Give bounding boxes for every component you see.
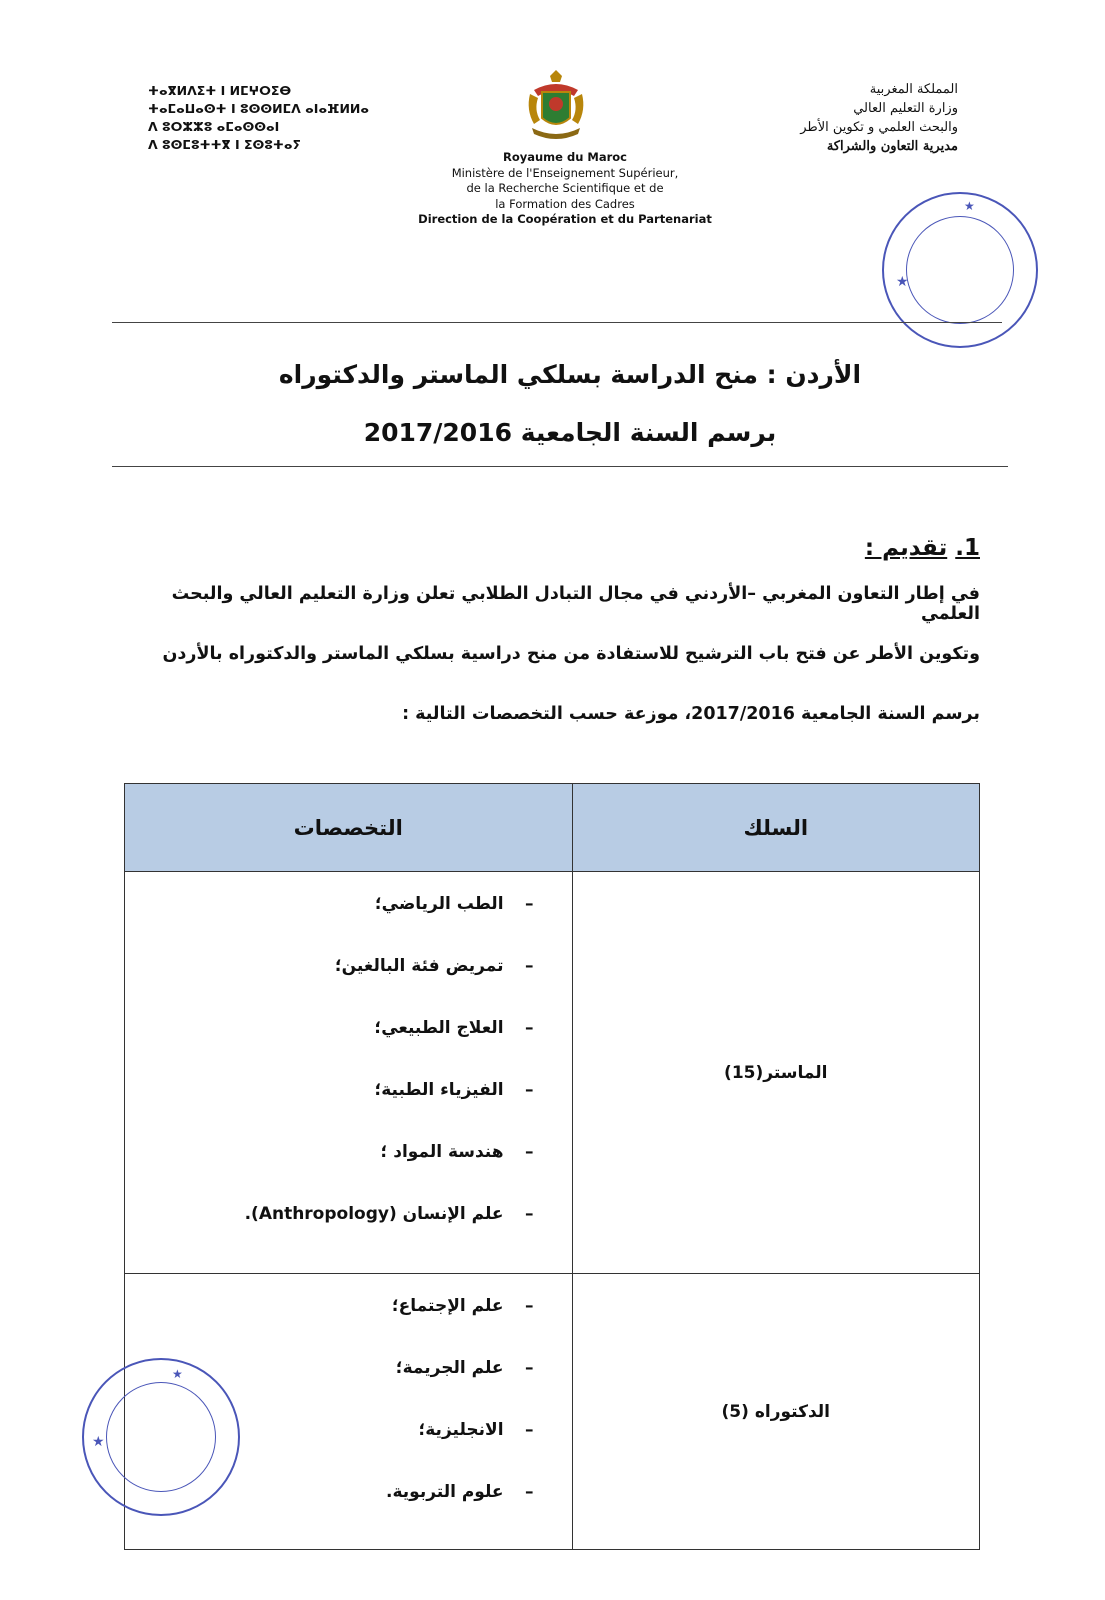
french-line: la Formation des Cadres — [495, 196, 635, 211]
header-specialties: التخصصات — [125, 784, 573, 872]
title-divider — [112, 466, 1008, 467]
svg-text:★: ★ — [896, 274, 909, 290]
bullet-dash: – — [525, 1420, 534, 1440]
svg-text:★: ★ — [964, 199, 975, 213]
specialty-label: علم الإنسان (Anthropology). — [244, 1204, 504, 1224]
list-item — [125, 1294, 534, 1356]
table-header-row — [125, 784, 980, 872]
arabic-line: المملكة المغربية — [869, 82, 958, 97]
list-item — [125, 1140, 534, 1202]
intro-paragraph-line: وتكوين الأطر عن فتح باب الترشيح للاستفادة من منح دراسية بسلكي الماستر والدكتوراه بالأردن — [162, 644, 980, 664]
specialty-label: تمريض فئة البالغين؛ — [334, 956, 504, 976]
royal-emblem-icon — [524, 70, 588, 146]
document-subtitle: برسم السنة الجامعية 2017/2016 — [363, 418, 777, 447]
intro-paragraph-line: برسم السنة الجامعية 2017/2016، موزعة حسب التخصصات التالية : — [402, 704, 980, 724]
intro-paragraph-line: في إطار التعاون المغربي –الأردني في مجال التبادل الطلابي تعلن وزارة التعليم العالي والبحث العلمي — [171, 584, 980, 624]
bullet-dash: – — [525, 956, 534, 976]
svg-text:★: ★ — [92, 1434, 105, 1450]
specialties-cell — [125, 872, 573, 1274]
section-number: 1. — [955, 535, 980, 561]
stamp-star-icon — [84, 1360, 238, 1514]
arabic-line: وزارة التعليم العالي — [853, 101, 958, 116]
french-line: Royaume du Maroc — [502, 150, 627, 164]
specialty-label: الفيزياء الطبية؛ — [374, 1080, 504, 1100]
bullet-dash: – — [525, 894, 534, 914]
french-line: Ministère de l'Enseignement Supérieur, — [451, 165, 679, 180]
bullet-dash: – — [525, 1358, 534, 1378]
tifinagh-line: ⴷ ⵓⵔⵣⵣⵓ ⴰⵎⴰⵙⵙⴰⵏ — [148, 119, 280, 134]
list-item — [125, 1078, 534, 1140]
bullet-dash: – — [525, 1296, 534, 1316]
official-stamp — [82, 1358, 240, 1516]
specialties-list — [125, 872, 572, 1264]
section-heading — [140, 535, 980, 561]
specialty-label: هندسة المواد ؛ — [380, 1142, 504, 1162]
tifinagh-line: ⵜⴰⴳⵍⴷⵉⵜ ⵏ ⵍⵎⵖⵔⵉⴱ — [148, 83, 292, 98]
stamp-star-icon — [884, 194, 1036, 346]
svg-text:★: ★ — [172, 1367, 183, 1381]
specialty-label: علم الإجتماع؛ — [391, 1296, 504, 1316]
tifinagh-line: ⵜⴰⵎⴰⵡⴰⵙⵜ ⵏ ⵓⵙⵙⵍⵎⴷ ⴰⵏⴰⴼⵍⵍⴰ — [148, 101, 370, 116]
bullet-dash: – — [525, 1204, 534, 1224]
document-title: الأردن : منح الدراسة بسلكي الماستر والدكتوراه — [278, 360, 862, 389]
french-line: Direction de la Coopération et du Partenariat — [418, 212, 712, 226]
specialty-label: الانجليزية؛ — [418, 1420, 504, 1440]
bullet-dash: – — [525, 1142, 534, 1162]
arabic-line: مديرية التعاون والشراكة — [826, 139, 958, 154]
list-item — [125, 954, 534, 1016]
cycle-cell: الدكتوراه (5) — [572, 1274, 979, 1550]
list-item — [125, 1016, 534, 1078]
tifinagh-line: ⴷ ⵓⵙⵎⵓⵜⵜⴳ ⵏ ⵉⵙⵓⵜⴰⵢ — [148, 137, 302, 152]
bullet-dash: – — [525, 1080, 534, 1100]
list-item — [125, 892, 534, 954]
list-item — [125, 1202, 534, 1264]
header-cycle: السلك — [572, 784, 979, 872]
specialties-table — [124, 783, 980, 1550]
tifinagh-header — [148, 82, 368, 154]
french-line: de la Recherche Scientifique et de — [466, 181, 664, 195]
section-title: تقديم : — [864, 535, 948, 561]
cycle-cell: الماستر(15) — [572, 872, 979, 1274]
arabic-line: والبحث العلمي و تكوين الأطر — [800, 120, 958, 135]
official-stamp — [882, 192, 1038, 348]
table-row — [125, 1274, 980, 1550]
bullet-dash: – — [525, 1482, 534, 1502]
bullet-dash: – — [525, 1018, 534, 1038]
specialty-label: علوم التربوية. — [386, 1482, 504, 1502]
arabic-header — [730, 80, 958, 156]
french-header — [400, 150, 730, 228]
specialty-label: الطب الرياضي؛ — [374, 894, 504, 914]
table-row — [125, 872, 980, 1274]
specialty-label: العلاج الطبيعي؛ — [374, 1018, 504, 1038]
header-divider — [112, 322, 1002, 323]
specialty-label: علم الجريمة؛ — [395, 1358, 504, 1378]
